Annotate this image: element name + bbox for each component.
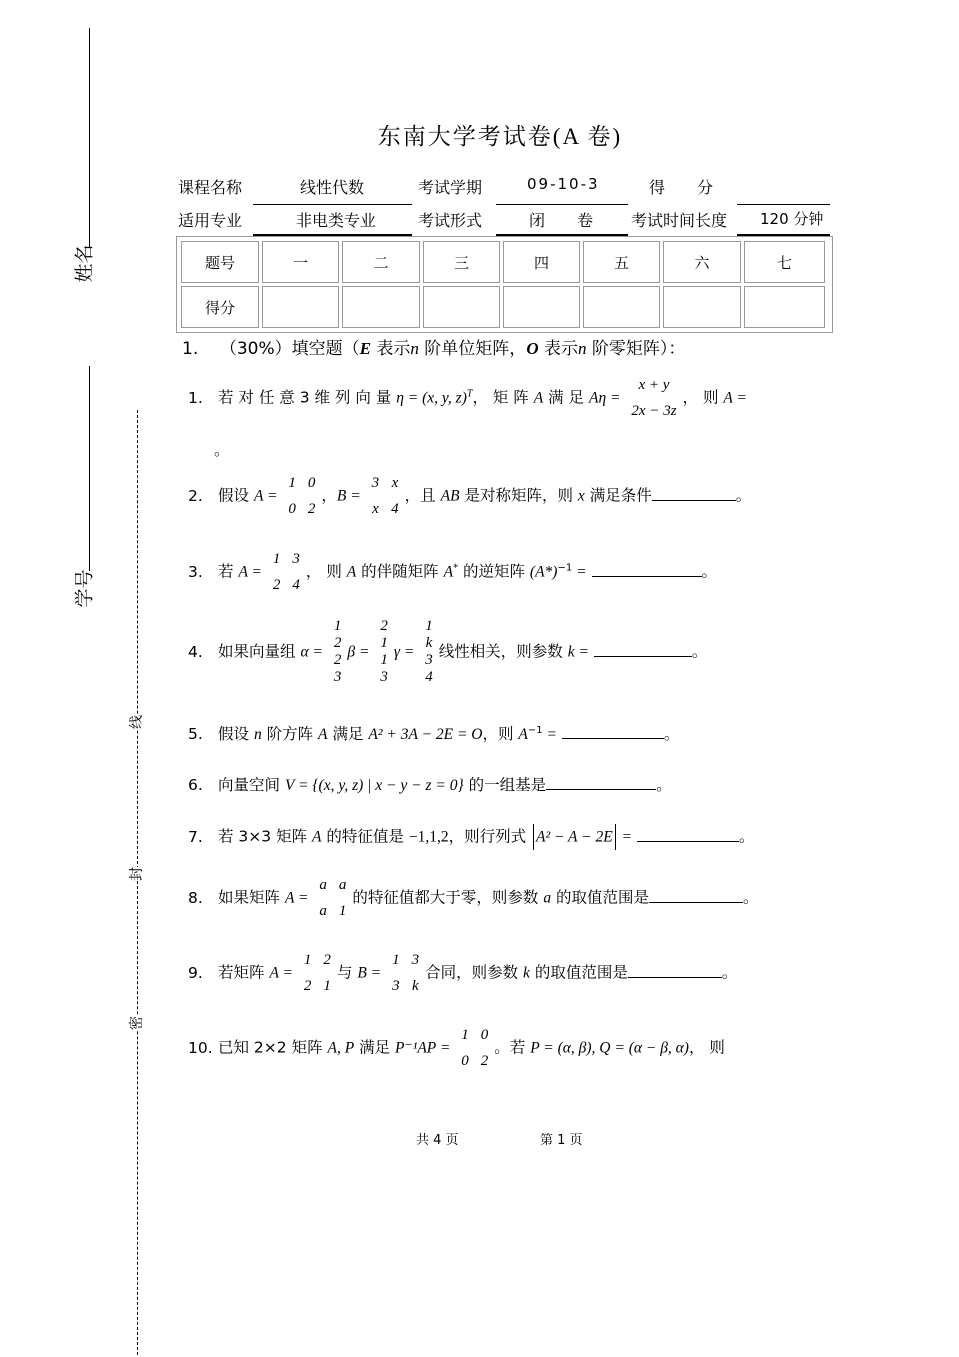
form-value: 闭 卷	[529, 211, 594, 230]
major-value: 非电类专业	[296, 211, 377, 230]
answer-blank[interactable]	[652, 486, 736, 501]
question-6: 6. 向量空间 V = {(x, y, z) | x − y − z = 0} 的一组基是 。	[188, 776, 672, 794]
seal-char-secret: 密	[124, 1016, 148, 1030]
q4-vector-alpha: 1 2 2 3	[333, 618, 342, 685]
score-table-col-3: 三	[423, 241, 500, 283]
score-table-col-6: 六	[663, 241, 741, 283]
score-cell	[663, 286, 741, 328]
course-value: 线性代数	[300, 178, 365, 197]
form-underline-top	[496, 204, 628, 205]
seal-char-line: 线	[124, 715, 148, 729]
answer-blank[interactable]	[546, 775, 656, 790]
answer-blank[interactable]	[594, 642, 692, 657]
seal-line	[137, 410, 138, 1355]
det-bar-right	[615, 824, 616, 850]
score-cell	[423, 286, 500, 328]
q9-matrix-a: 1 2 2 1	[303, 952, 331, 994]
score-table-col-7: 七	[744, 241, 825, 283]
footer-page-number: 第 1 页	[540, 1133, 583, 1148]
q2-matrix-b: 3 x x 4	[371, 475, 399, 517]
q10-matrix: 1 0 0 2	[461, 1027, 489, 1069]
name-label: 姓名	[73, 244, 96, 283]
question-10: 10. 已知 2×2 矩阵 A, P 满足 P⁻¹AP = 1 0 0 2 。若 P = (α, β), Q = (α − β, α)， 则	[188, 1022, 725, 1074]
q4-vector-gamma: 1 k 3 4	[425, 618, 433, 685]
duration-value: 120 分钟	[760, 210, 824, 228]
seal-char-seal: 封	[124, 867, 148, 881]
answer-blank[interactable]	[592, 562, 702, 577]
student-id-label: 学号	[73, 569, 96, 608]
duration-label: 考试时间长度	[631, 211, 728, 230]
page-title: 东南大学考试卷(A 卷)	[377, 124, 623, 149]
q9-matrix-b: 1 3 3 k	[392, 952, 420, 994]
answer-blank[interactable]	[628, 963, 722, 978]
course-label: 课程名称	[178, 178, 243, 197]
score-table	[176, 236, 833, 333]
score-cell	[342, 286, 420, 328]
q4-vector-beta: 2 1 1 3	[380, 618, 388, 685]
term-value: 09-10-3	[527, 175, 600, 193]
major-label: 适用专业	[178, 211, 243, 230]
question-2: 2. 假设 A = 1 0 0 2 ，B = 3 x x 4 ，且 AB 是对称矩阵，则 x 满足条件 。	[188, 470, 751, 522]
student-id-line	[89, 366, 90, 571]
score-table-score-label: 得分	[181, 286, 259, 328]
form-label: 考试形式	[418, 211, 483, 230]
major-underline-top	[253, 204, 412, 205]
answer-blank[interactable]	[637, 827, 739, 842]
score-cell	[503, 286, 580, 328]
score-table-header-label: 题号	[181, 241, 259, 283]
det-bar-left	[533, 824, 534, 850]
q1-matrix: x + y 2x − 3z	[631, 377, 677, 419]
q3-matrix: 1 3 2 4	[272, 551, 300, 593]
question-1-end: 。	[214, 441, 230, 459]
q2-matrix-a: 1 0 0 2	[288, 475, 316, 517]
section-heading: 1. （30%）填空题（E 表示n 阶单位矩阵，O 表示n 阶零矩阵）：	[182, 339, 686, 359]
score-table-col-1: 一	[262, 241, 339, 283]
question-9: 9. 若矩阵 A = 1 2 2 1 与 B = 1 3 3 k 合同，则参数 k 的取值范围是 。	[188, 947, 737, 999]
question-5: 5. 假设 n 阶方阵 A 满足 A² + 3A − 2E = O，则 $A^{-1}$ = 。	[188, 724, 680, 743]
score-cell	[744, 286, 825, 328]
score-cell	[262, 286, 339, 328]
duration-underline-top	[737, 204, 830, 205]
score-table-col-5: 五	[583, 241, 660, 283]
term-label: 考试学期	[418, 178, 483, 197]
score-table-col-2: 二	[342, 241, 420, 283]
question-8: 8. 如果矩阵 A = a a a 1 的特征值都大于零，则参数 a 的取值范围是 。	[188, 872, 759, 924]
answer-blank[interactable]	[562, 724, 664, 739]
score-label-top: 得 分	[649, 178, 714, 197]
answer-blank[interactable]	[649, 888, 743, 903]
q8-matrix: a a a 1	[319, 877, 347, 919]
footer-total-pages: 共 4 页	[416, 1133, 459, 1148]
question-1: 1. 若 对 任 意 3 维 列 向 量 η = (x, y, z)$^T$， 矩 阵 A 满 足 Aη = x + y 2x − 3z ， 则 A =	[188, 372, 747, 424]
question-4: 4. 如果向量组 α = 1 2 2 3 β = 2 1 1 3 γ = 1 k 3 4 线性相关，则参数 k = 。	[188, 618, 708, 685]
question-7: 7. 若 3×3 矩阵 A 的特征值是 −1,1,2，则行列式 A² − A − 2E = 。	[188, 824, 754, 850]
score-table-col-4: 四	[503, 241, 580, 283]
score-cell	[583, 286, 660, 328]
question-3: 3. 若 A = 1 3 2 4 ， 则 A 的伴随矩阵 A* 的逆矩阵 $(A*)^{-1}$ = 。	[188, 546, 717, 598]
